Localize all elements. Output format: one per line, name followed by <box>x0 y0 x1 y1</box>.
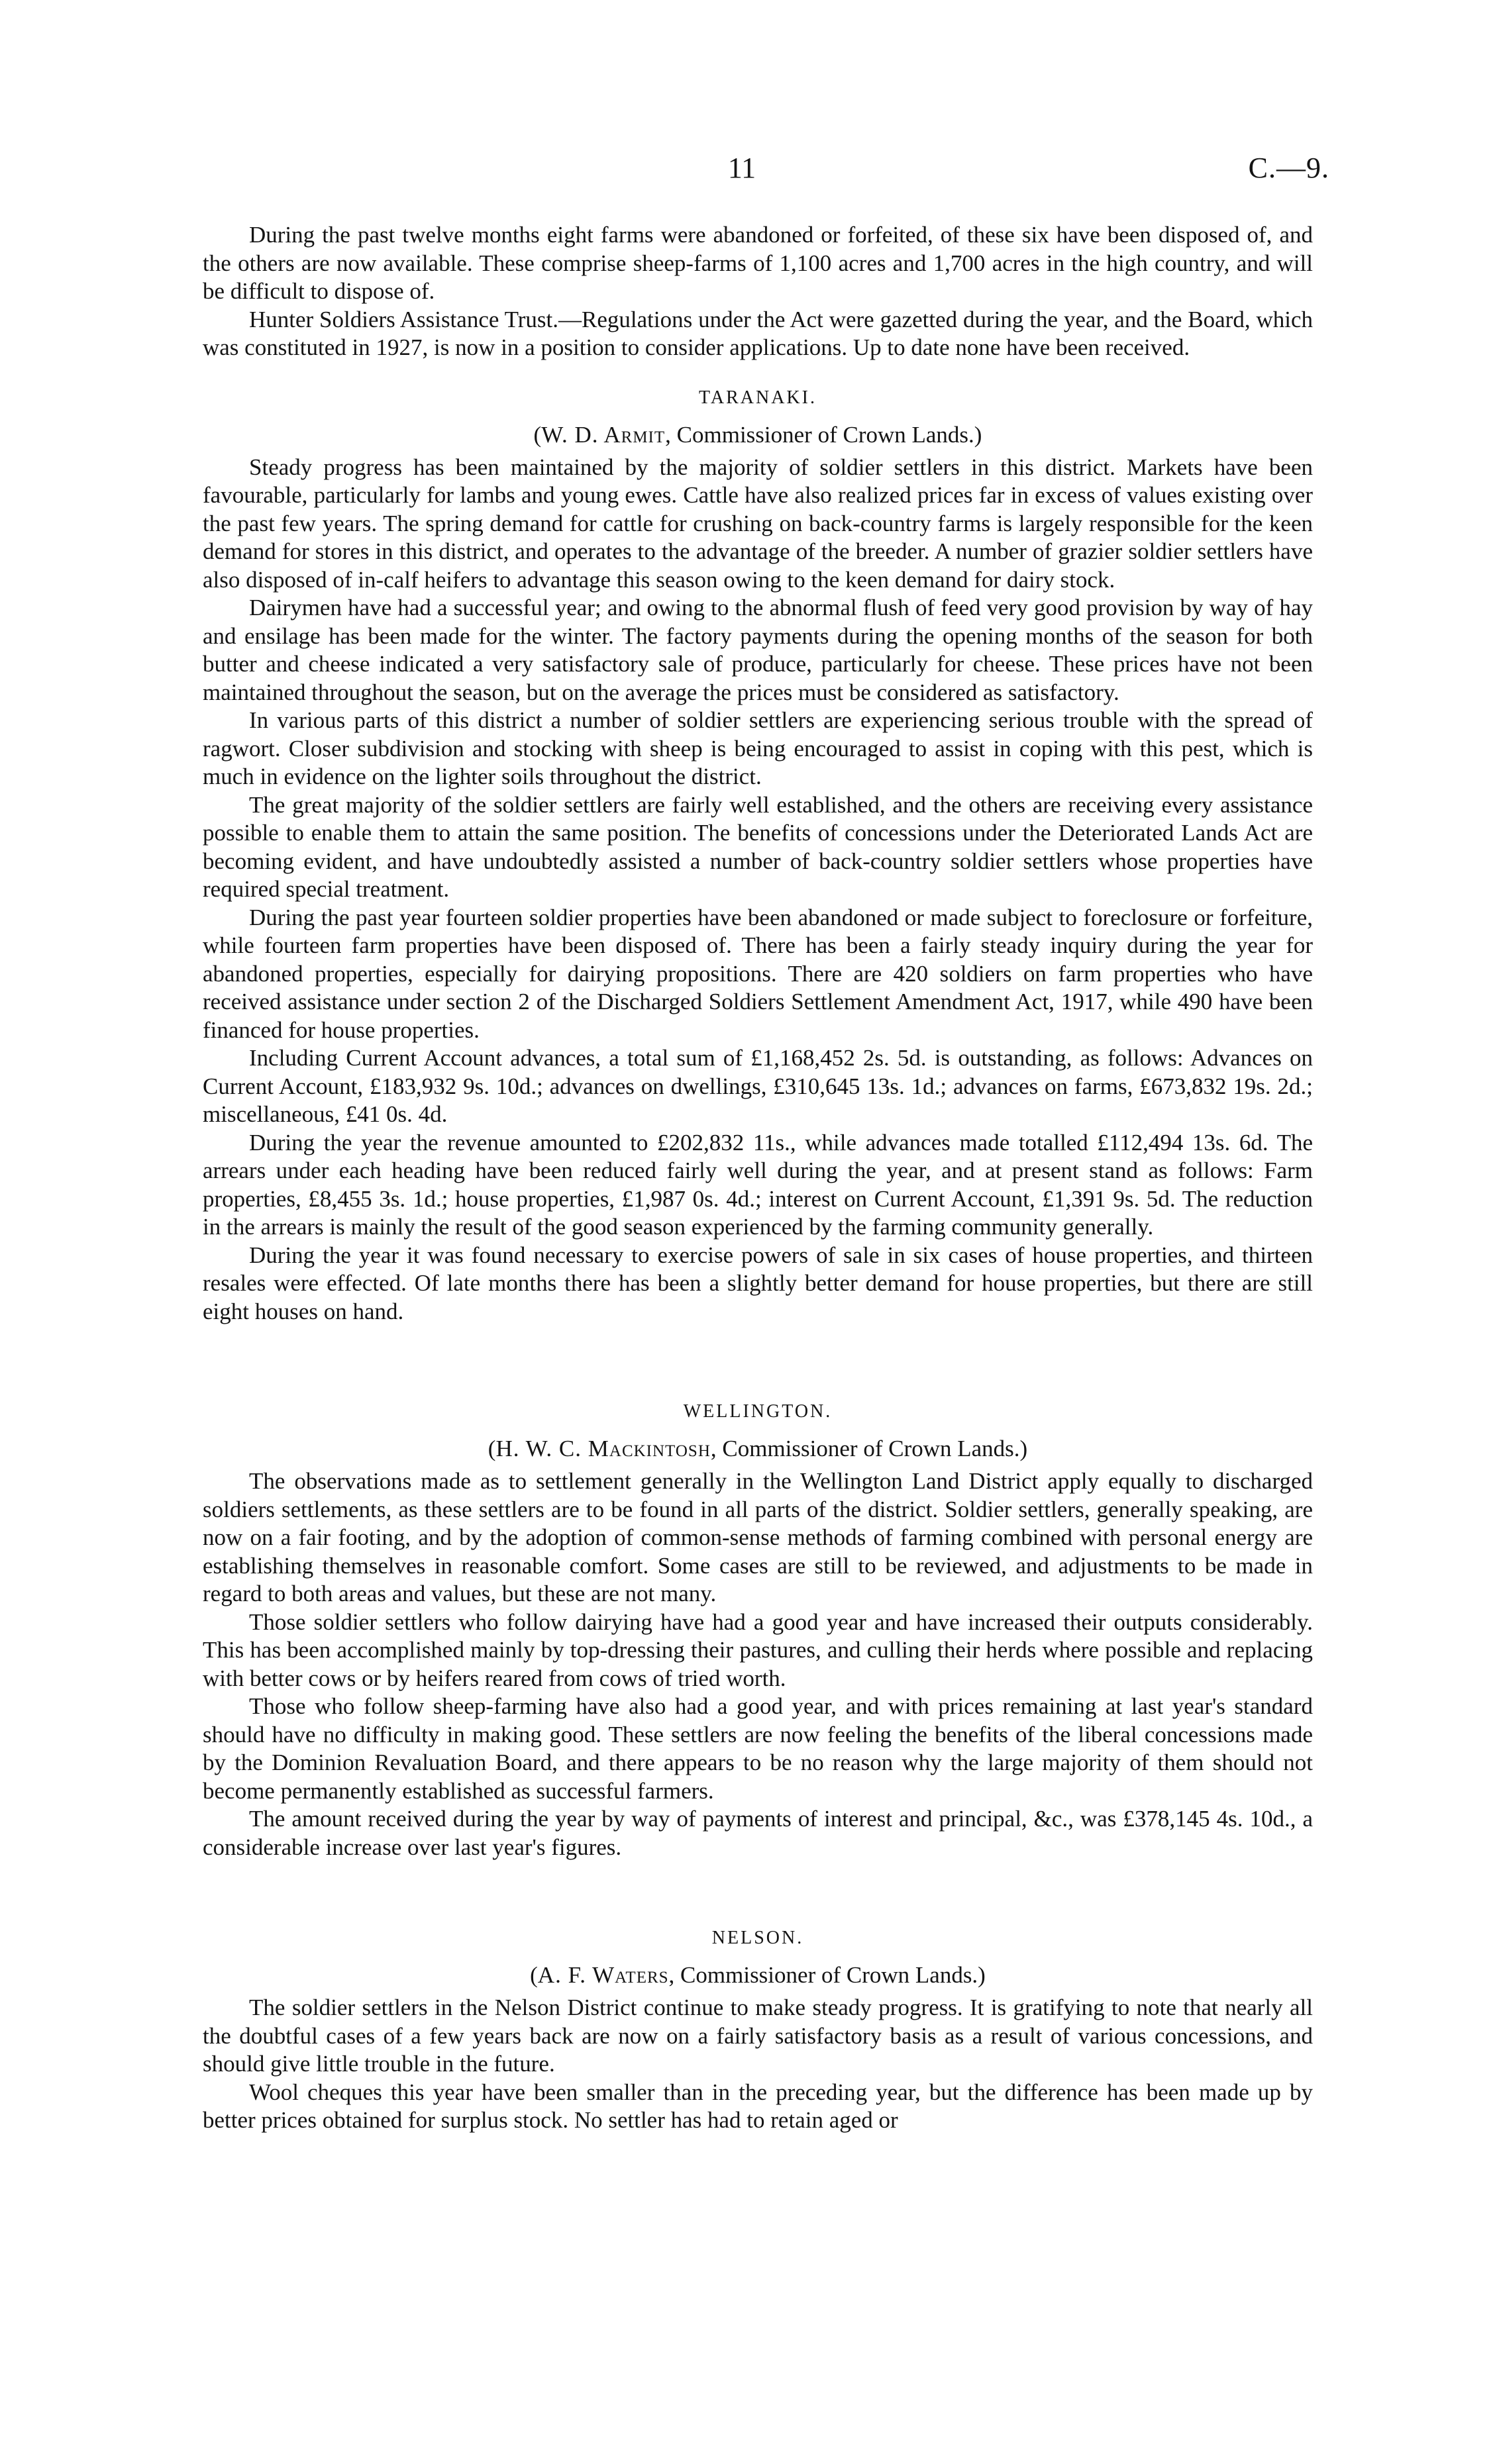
section-paragraph: During the year the revenue amounted to £202,832 11s., while advances made totalled £112,494 13s. 6d. The arrears under each heading have been reduced fairly well during the year, and at present stand as follows: Farm properties, £8,455 3s. 1d.; house properties, £1,987 0s. 4d.; interest on Current Account, £1,391 9s. 5d. The reduction in the arrears is mainly the result of the good season experienced by the farming community generally. <box>203 1129 1313 1240</box>
section-paragraph: Wool cheques this year have been smaller than in the preceding year, but the difference has been made up by better prices obtained for surplus stock. No settler has had to retain aged or <box>203 2079 1313 2133</box>
section-paragraph: Dairymen have had a successful year; and owing to the abnormal flush of feed very good provision by way of hay and ensilage has been made for the winter. The factory payments during the opening months of the season for both butter and cheese indicated a very satisfactory sale of produce, particularly for cheese. These prices have not been maintained throughout the season, but on the average the prices must be considered as satisfactory. <box>203 595 1313 705</box>
section-paragraph: Those soldier settlers who follow dairying have had a good year and have increased their outputs considerably. This has been accomplished mainly by top-dressing their pastures, and culling their herds where possible and replacing with better cows or by heifers reared from cows of tried worth. <box>203 1608 1313 1691</box>
section-paragraph: During the past year fourteen soldier properties have been abandoned or made subject to foreclosure or forfeiture, while fourteen farm properties have been disposed of. There has been a fairly steady inquiry during the year for abandoned properties, especially for dairying propositions. There are 420 soldiers on farm properties who have received assistance under section 2 of the Discharged Soldiers Settlement Amendment Act, 1917, while 490 have been financed for house properties. <box>203 904 1313 1043</box>
commissioner-name: H. W. C. Mackintosh <box>495 1436 711 1461</box>
commissioner-role: , Commissioner of Crown Lands.) <box>665 421 982 448</box>
section-spacer <box>203 1326 1313 1376</box>
section-paragraph: Those who follow sheep-farming have also had a good year, and with prices remaining at last year's standard should have no difficulty in making good. These settlers are now feeling the benefits of the liberal concessions made by the Dominion Revaluation Board, and there appears to be no reason why the large majority of them should not become permanently established as successful farmers. <box>203 1693 1313 1804</box>
section-title-wellington: WELLINGTON. <box>683 1401 833 1422</box>
commissioner-name: W. D. Armit <box>541 421 666 448</box>
section-title-taranaki: TARANAKI. <box>699 387 817 408</box>
commissioner-line-taranaki: (W. D. Armit, Commissioner of Crown Lands.) <box>533 421 982 448</box>
section-paragraph: In various parts of this district a number of soldier settlers are experiencing serious trouble with the spread of ragwort. Closer subdivision and stocking with sheep is being encouraged to assist in coping with this pest, which is much in evidence on the lighter soils throughout the district. <box>203 707 1313 789</box>
commissioner-line-nelson: (A. F. Waters, Commissioner of Crown Lands.) <box>530 1962 986 1988</box>
document-reference: C.—9. <box>1248 152 1329 184</box>
page-number: 11 <box>727 152 756 184</box>
section-paragraph: During the year it was found necessary to exercise powers of sale in six cases of house properties, and thirteen resales were effected. Of late months there has been a slightly better demand for house properties, but there are still eight houses on hand. <box>203 1242 1313 1324</box>
section-paragraph: Steady progress has been maintained by the majority of soldier settlers in this district. Markets have been favourable, particularly for lambs and young ewes. Cattle have also realized prices far in excess of values existing over the past few years. The spring demand for cattle for crushing on back-country farms is largely responsible for the keen demand for stores in this district, and operates to the advantage of the breeder. A number of grazier soldier settlers have also disposed of in-calf heifers to advantage this season owing to the keen demand for dairy stock. <box>203 454 1313 593</box>
commissioner-role: , Commissioner of Crown Lands.) <box>710 1436 1028 1461</box>
commissioner-role: , Commissioner of Crown Lands.) <box>668 1962 986 1988</box>
section-paragraph: The great majority of the soldier settlers are fairly well established, and the others are receiving every assistance possible to enable them to attain the same position. The benefits of concessions under the Deteriorated Lands Act are becoming evident, and have undoubtedly assisted a number of back-country soldier settlers whose properties have required special treatment. <box>203 791 1313 902</box>
section-title-nelson: NELSON. <box>711 1928 804 1948</box>
section-paragraph: The observations made as to settlement generally in the Wellington Land District apply equally to discharged soldiers settlements, as these settlers are to be found in all parts of the district. Soldier settlers, generally speaking, are now on a fair footing, and by the adoption of common-sense methods of farming combined with personal energy are establishing themselves in reasonable comfort. Some cases are still to be reviewed, and adjustments to be made in regard to both areas and values, but these are not many. <box>203 1468 1313 1606</box>
commissioner-line-wellington: (H. W. C. Mackintosh, Commissioner of Crown Lands.) <box>488 1436 1028 1461</box>
commissioner-name: A. F. Waters <box>537 1962 669 1988</box>
intro-paragraph: Hunter Soldiers Assistance Trust.—Regulations under the Act were gazetted during the year, and the Board, which was constituted in 1927, is now in a position to consider applications. Up to date none have been received. <box>203 306 1313 360</box>
section-spacer <box>203 1861 1313 1902</box>
section-paragraph: Including Current Account advances, a total sum of £1,168,452 2s. 5d. is outstanding, as follows: Advances on Current Account, £183,932 9s. 10d.; advances on dwellings, £310,645 13s. 1d.; advances on farms, £673,832 19s. 2d.; miscellaneous, £41 0s. 4d. <box>203 1045 1313 1127</box>
section-paragraph: The soldier settlers in the Nelson District continue to make steady progress. It is gratifying to note that nearly all the doubtful cases of a few years back are now on a fairly satisfactory basis as a result of various concessions, and should give little trouble in the future. <box>203 1995 1313 2077</box>
section-paragraph: The amount received during the year by way of payments of interest and principal, &c., was £378,145 4s. 10d., a considerable increase over last year's figures. <box>203 1806 1313 1860</box>
page-content <box>203 151 1313 2135</box>
intro-paragraph: During the past twelve months eight farms were abandoned or forfeited, of these six have been disposed of, and the others are now available. These comprise sheep-farms of 1,100 acres and 1,700 acres in the high country, and will be difficult to dispose of. <box>203 222 1313 304</box>
